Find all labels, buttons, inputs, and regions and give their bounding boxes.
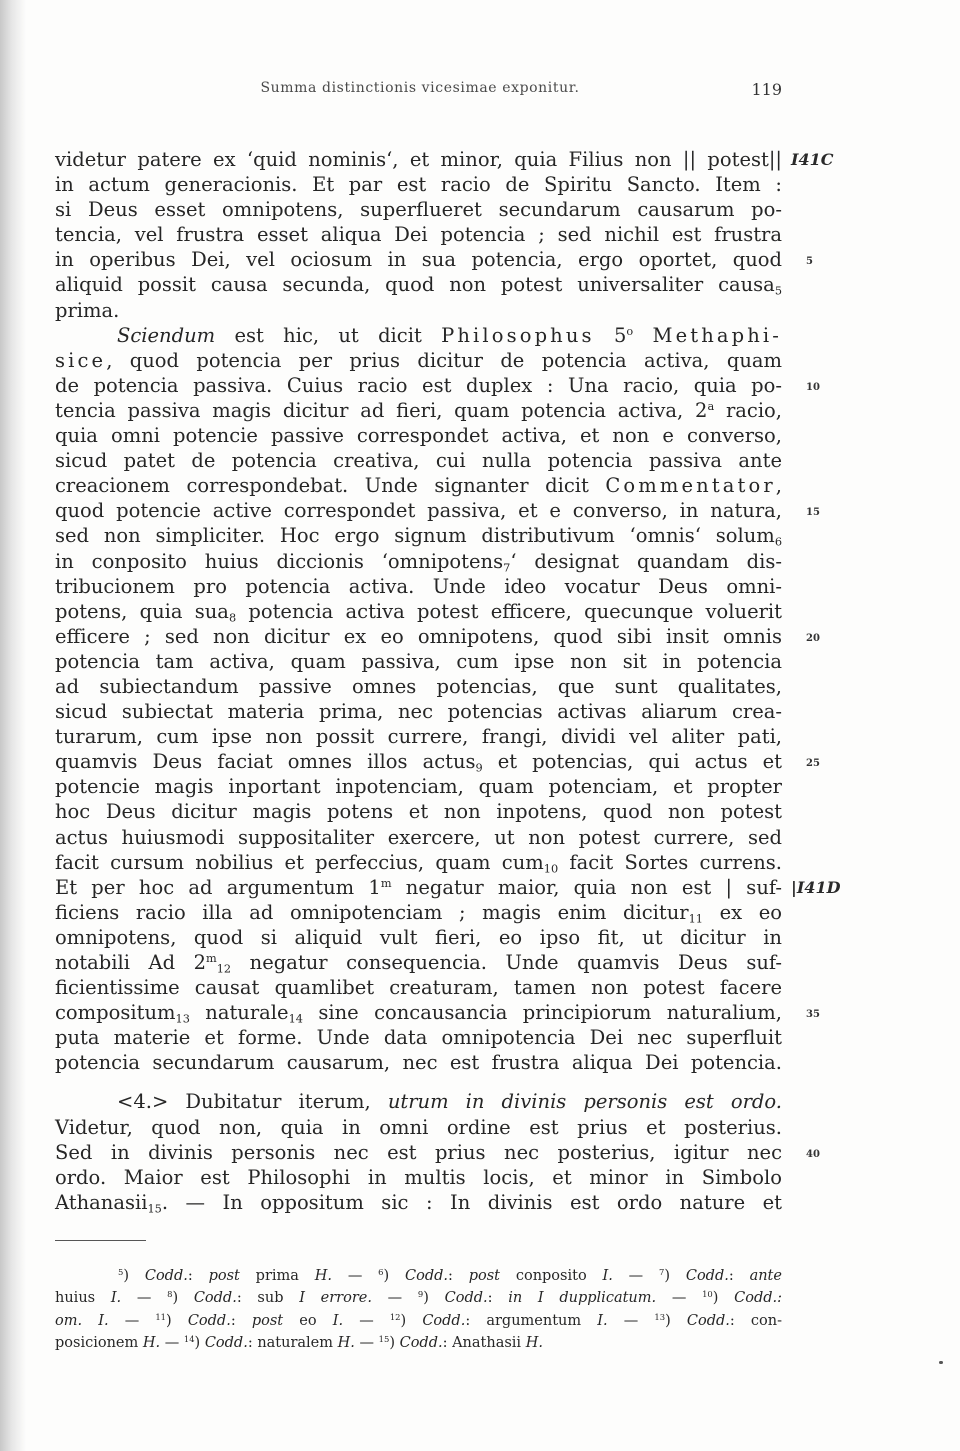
footnote-line <box>55 1332 782 1354</box>
text-line <box>55 649 782 674</box>
line-number: 5 <box>806 256 813 268</box>
italic-text: utrum in divinis personis est ordo. <box>387 1090 782 1114</box>
text-line <box>55 624 820 649</box>
text-run: — <box>371 1290 418 1307</box>
text-run: ‘ designat quandam dis- <box>510 549 782 573</box>
text-run: aliquid possit causa secunda, quod non potest universaliter causa <box>55 273 775 297</box>
text-run: ) <box>172 1290 194 1307</box>
page-number: 119 <box>751 80 782 99</box>
text-run: conposito <box>500 1268 603 1284</box>
italic-text: H. <box>337 1335 355 1352</box>
margin-reference <box>791 875 840 900</box>
italic-text: I. <box>110 1290 122 1307</box>
spaced-text: sice <box>55 348 107 372</box>
superscript-text: 14 <box>183 1334 195 1345</box>
text-run: ) <box>712 1290 735 1307</box>
text-run: facit cursum nobilius et perfeccius, quam cum <box>55 850 544 874</box>
text-line <box>55 298 782 323</box>
footnote-marker: 11 <box>688 912 703 926</box>
text-run: notabili Ad 2 <box>55 951 207 974</box>
line-number: 40 <box>806 1148 820 1160</box>
text-line <box>55 950 782 975</box>
text-line <box>55 799 782 824</box>
text-line <box>55 373 820 398</box>
text-run: : Anathasii <box>442 1335 526 1352</box>
text-run: — <box>108 1312 156 1329</box>
italic-text: H. <box>314 1268 333 1284</box>
text-run: : naturalem <box>247 1335 338 1352</box>
text-run: Sed in divinis personis nec est prius nec posterius, igitur nec <box>55 1140 782 1164</box>
text-line <box>55 1089 782 1114</box>
text-line <box>55 448 782 473</box>
text-run: efficere ; sed non dicitur ex eo omnipotens, quod sibi insit omnis <box>55 624 782 648</box>
text-run: sicud subiectat materia prima, nec potencias activas aliarum crea- <box>55 700 782 724</box>
italic-text: H. <box>525 1335 543 1352</box>
superscript-text: 5 <box>118 1266 124 1277</box>
text-run: — <box>121 1290 168 1307</box>
text-run: Et per hoc ad argumentum 1 <box>55 875 381 899</box>
text-run: compositum <box>55 1001 176 1025</box>
italic-text: I. <box>597 1312 608 1329</box>
text-run: puta materie et forme. Unde data omnipotencia Dei nec superfluit <box>55 1026 782 1050</box>
text-line <box>55 774 782 799</box>
text-run: in actum generacionis. Et par est racio de Spiritu Sancto. Item : <box>55 173 782 197</box>
text-run: , <box>775 474 782 498</box>
footnote-line <box>55 1265 782 1287</box>
footnote-marker: 12 <box>216 962 232 976</box>
text-run: ) <box>664 1268 686 1284</box>
text-block <box>55 1089 820 1216</box>
text-line <box>55 549 782 574</box>
italic-text: Codd. <box>422 1312 466 1329</box>
line-number: 15 <box>806 507 820 519</box>
text-run: — <box>343 1312 390 1329</box>
text-run: 5 <box>594 323 627 347</box>
text-line <box>55 1050 782 1075</box>
scan-page-edge <box>0 0 26 1451</box>
text-run: : <box>487 1290 509 1307</box>
text-run: prima <box>239 1268 315 1284</box>
footnote-line <box>55 1287 782 1309</box>
main-text <box>55 147 841 1216</box>
text-run: | <box>791 877 797 897</box>
text-run: — <box>656 1290 703 1307</box>
text-run: prima. <box>55 298 120 322</box>
text-line <box>55 1190 782 1215</box>
text-line <box>55 423 782 448</box>
text-run: — <box>332 1268 379 1284</box>
text-run: turarum, cum ipse non possit currere, frangi, dividi vel aliter pati, <box>55 725 782 749</box>
text-run: ficientissime causat quamlibet creaturam, tamen non potest facere <box>55 976 782 1000</box>
text-run: racio, <box>714 398 782 422</box>
text-run: sine concausancia principiorum naturalium, <box>302 1001 782 1025</box>
text-line <box>55 674 782 699</box>
text-run: creacionem correspondebat. Unde signanter dicit <box>55 474 606 498</box>
text-run: sed non simpliciter. Hoc ergo signum distributivum ‘omnis‘ solum <box>55 524 775 548</box>
italic-text: Codd. <box>399 1335 443 1352</box>
superscript-text: o <box>626 324 634 338</box>
footnote-line <box>55 1310 782 1332</box>
text-run: : <box>187 1268 209 1284</box>
text-run: — <box>160 1335 184 1352</box>
text-line <box>55 398 782 423</box>
text-run: ) <box>400 1312 423 1329</box>
italic-text: Codd. <box>444 1290 488 1307</box>
italic-text: I. <box>602 1268 613 1284</box>
italic-text: Sciendum <box>117 323 216 347</box>
italic-text: post <box>208 1268 240 1284</box>
text-run: : argumentum <box>465 1312 598 1329</box>
text-run: potencie magis inportant inpotenciam, quam potenciam, et propter <box>55 775 782 799</box>
text-run: quia omni potencie passive correspondet activa, et non e converso, <box>55 424 782 448</box>
text-line <box>55 875 841 900</box>
line-number: 25 <box>806 758 820 770</box>
text-run: in operibus Dei, vel ociosum in sua potencia, ergo oportet, quod <box>55 248 782 272</box>
superscript-text: 7 <box>659 1266 665 1277</box>
footnote-marker: 7 <box>503 560 511 574</box>
text-line <box>55 348 782 373</box>
text-run: : <box>448 1268 469 1284</box>
text-run: tencia passiva magis dicitur ad fieri, quam potencia activa, 2 <box>55 398 708 422</box>
text-run: ) <box>665 1312 687 1329</box>
text-line <box>55 825 782 850</box>
italic-text: Codd. <box>187 1312 231 1329</box>
text-line <box>55 272 782 297</box>
text-line <box>55 1140 820 1165</box>
text-run: : con- <box>729 1312 782 1329</box>
italic-text: post <box>468 1268 501 1284</box>
superscript-text: 12 <box>389 1311 401 1322</box>
italic-text: I. <box>332 1312 344 1329</box>
text-run: — <box>607 1312 655 1329</box>
text-line <box>55 473 782 498</box>
text-run: ) <box>383 1268 406 1284</box>
text-run: potencia secundarum causarum, nec est frustra aliqua Dei potencia. <box>55 1051 782 1075</box>
footnote-marker: 9 <box>475 761 483 775</box>
superscript-text: a <box>707 400 715 414</box>
superscript-text: m <box>206 952 217 966</box>
italic-text: in I dupplicatum. <box>508 1290 657 1307</box>
text-run: negatur maior, quia non est | suf- <box>391 875 782 899</box>
text-run: : <box>728 1268 750 1284</box>
text-run: quamvis Deus faciat omnes illos actus <box>55 750 476 774</box>
margin-reference <box>791 147 833 172</box>
italic-text: Codd. <box>144 1268 188 1284</box>
text-run: ) <box>194 1335 205 1352</box>
italic-text: Codd.: <box>734 1290 783 1307</box>
italic-text: om. I. <box>55 1312 109 1329</box>
italic-text: ante <box>749 1268 782 1284</box>
text-run: Athanasii <box>55 1190 148 1214</box>
text-run: ) <box>389 1335 400 1352</box>
text-run: ordo. Maior est Philosophi in multis locis, et minor in Simbolo <box>55 1165 782 1189</box>
text-run: ad subiectandum passive omnes potencias, que sunt qualitates, <box>55 674 782 698</box>
footnote-marker: 14 <box>288 1012 303 1026</box>
italic-text: I errore. <box>299 1290 372 1307</box>
text-run: actus huiusmodi suppositaliter exercere, ut non potest currere, sed <box>55 825 782 849</box>
footnote-marker: 6 <box>774 535 782 549</box>
text-run: — <box>612 1268 660 1284</box>
running-title: Summa distinctionis vicesimae exponitur. <box>260 80 580 96</box>
superscript-text: 15 <box>378 1334 390 1345</box>
text-line <box>55 574 782 599</box>
text-line <box>55 975 782 1000</box>
text-run: tencia, vel frustra esset aliqua Dei potencia ; sed nichil est frustra <box>55 223 782 247</box>
superscript-text: 11 <box>155 1311 167 1322</box>
text-run: ) <box>423 1290 445 1307</box>
text-run: quod potencie active correspondet passiva, et e converso, in natura, <box>55 499 782 523</box>
italic-text: I41D <box>796 877 841 897</box>
text-run: de potencia passiva. Cuius racio est duplex : Una racio, quia po- <box>55 373 782 397</box>
footnote-marker: 15 <box>147 1202 162 1216</box>
text-line <box>55 900 782 925</box>
footnote-marker: 10 <box>543 862 559 876</box>
text-line <box>55 1165 782 1190</box>
text-run: posicionem <box>55 1335 143 1352</box>
text-run: potencia activa potest efficere, quecunque voluerit <box>236 599 782 623</box>
text-run: : sub <box>236 1290 300 1307</box>
spaced-text: Philosophus <box>441 323 595 347</box>
text-run: in conposito huius diccionis ‘omnipotens <box>55 549 504 573</box>
text-run: sicud patet de potencia creativa, cui nulla potencia passiva ante <box>55 449 782 473</box>
italic-text: Codd. <box>405 1268 449 1284</box>
text-line <box>55 172 782 197</box>
text-run: potens, quia sua <box>55 599 229 623</box>
footnotes <box>55 1265 782 1355</box>
text-run: — <box>354 1335 379 1352</box>
text-line <box>55 599 782 624</box>
text-line <box>55 1025 782 1050</box>
text-run <box>633 324 652 347</box>
superscript-text: 10 <box>702 1289 713 1300</box>
text-run: et potencias, qui actus et <box>482 750 783 774</box>
text-line <box>55 523 782 548</box>
footnote-marker: 13 <box>175 1012 190 1026</box>
text-run: ) <box>166 1312 188 1329</box>
text-line <box>55 222 782 247</box>
text-line <box>55 724 782 749</box>
text-run: ficiens racio illa ad omnipotenciam ; magis enim dicitur <box>55 900 689 924</box>
italic-text: I41C <box>791 150 834 169</box>
superscript-text: 9 <box>417 1289 424 1300</box>
text-run: potencia tam activa, quam passiva, cum ipse non sit in potencia <box>55 649 782 673</box>
text-run: hoc Deus dicitur magis potens et non inpotens, quod non potest <box>55 800 782 824</box>
text-run: , quod potencia per prius dicitur de potencia activa, quam <box>106 348 782 372</box>
text-line <box>55 147 834 172</box>
superscript-text: 8 <box>167 1289 173 1300</box>
text-line <box>55 498 820 523</box>
italic-text: post <box>251 1312 284 1329</box>
text-run: <4.> Dubitatur iterum, <box>117 1090 388 1114</box>
text-run: tribucionem pro potencia activa. Unde ideo vocatur Deus omni- <box>55 574 782 598</box>
footnote-separator <box>55 1240 146 1241</box>
spaced-text: Methaphi- <box>652 323 782 347</box>
text-line <box>55 1000 820 1026</box>
text-line <box>55 323 782 348</box>
text-line <box>55 247 813 272</box>
text-run: ) <box>123 1268 145 1284</box>
text-run: videtur patere ex ‘quid nominis‘, et minor, quia Filius non || potest|| <box>55 148 782 171</box>
italic-text: H. <box>142 1335 161 1352</box>
text-line <box>55 699 782 724</box>
text-block <box>55 147 841 1075</box>
text-run: si Deus esset omnipotens, superflueret secundarum causarum po- <box>55 198 782 222</box>
text-run: . — In oppositum sic : In divinis est ordo nature et <box>161 1190 782 1214</box>
spaced-text: Commentator <box>605 474 776 498</box>
superscript-text: 6 <box>378 1266 384 1277</box>
italic-text: Codd. <box>193 1290 237 1307</box>
footnote-marker: 5 <box>774 284 782 298</box>
text-run: : <box>230 1312 252 1329</box>
text-run: facit Sortes currens. <box>558 850 782 874</box>
footnote-marker: 8 <box>228 611 237 625</box>
line-number: 20 <box>806 632 820 644</box>
italic-text: Codd. <box>685 1268 729 1284</box>
text-line <box>55 850 782 875</box>
superscript-text: 13 <box>654 1311 666 1322</box>
line-number: 35 <box>806 1009 820 1021</box>
italic-text: Codd. <box>686 1312 730 1329</box>
superscript-text: m <box>380 876 392 890</box>
text-line <box>55 1115 782 1140</box>
text-run: negatur consequencia. Unde quamvis Deus suf- <box>231 951 783 974</box>
line-number: 10 <box>806 381 820 393</box>
text-run: est hic, ut dicit <box>215 323 442 347</box>
text-line <box>55 749 820 775</box>
scan-speck <box>939 1361 943 1364</box>
text-run: omnipotens, quod si aliquid vult fieri, eo ipso fit, ut dicitur in <box>55 925 782 949</box>
text-line <box>55 197 782 222</box>
text-run: ex eo <box>703 900 783 924</box>
text-run: eo <box>283 1312 333 1329</box>
italic-text: Codd. <box>204 1335 248 1352</box>
text-run: Videtur, quod non, quia in omni ordine est prius et posterius. <box>55 1115 782 1139</box>
text-run: naturale <box>189 1001 289 1025</box>
text-run: huius <box>55 1290 111 1307</box>
text-line <box>55 925 782 950</box>
